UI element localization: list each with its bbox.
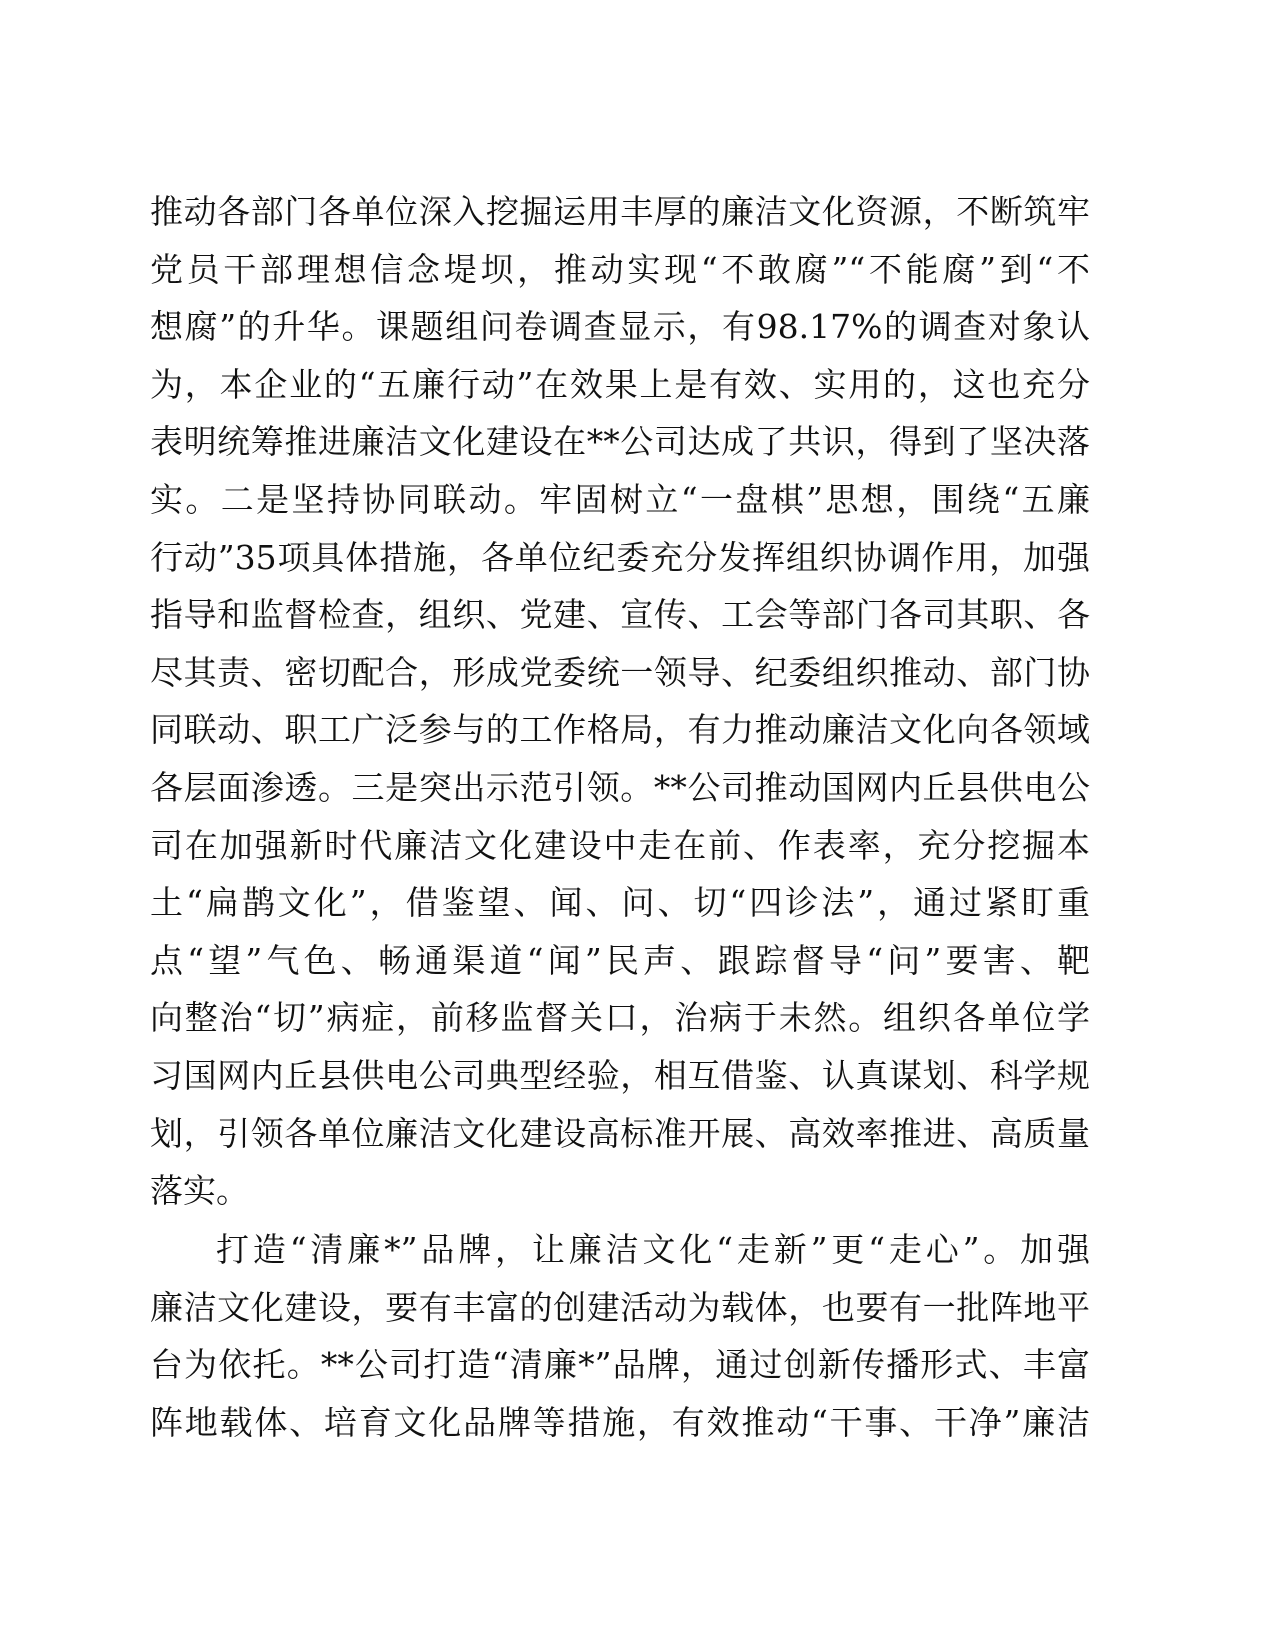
text-line: 推动各部门各单位深入挖掘运用丰厚的廉洁文化资源，不断筑牢 [150, 192, 1090, 231]
text-line: 阵地载体、培育文化品牌等措施，有效推动“干事、干净”廉洁 [150, 1402, 1090, 1442]
text-line: 尽其责、密切配合，形成党委统一领导、纪委组织推动、部门协 [150, 652, 1090, 692]
text-line: 习国网内丘县供电公司典型经验，相互借鉴、认真谋划、科学规 [150, 1055, 1090, 1095]
text-line: 划，引领各单位廉洁文化建设高标准开展、高效率推进、高质量 [150, 1113, 1090, 1153]
text-line: 各层面渗透。三是突出示范引领。**公司推动国网内丘县供电公 [150, 767, 1090, 807]
text-line: 向整治“切”病症，前移监督关口，治病于未然。组织各单位学 [150, 998, 1090, 1038]
text-line: 党员干部理想信念堤坝，推动实现“不敢腐”“不能腐”到“不 [150, 249, 1090, 289]
text-line: 落实。 [150, 1171, 249, 1211]
text-line: 指导和监督检查，组织、党建、宣传、工会等部门各司其职、各 [150, 595, 1090, 635]
text-line: 廉洁文化建设，要有丰富的创建活动为载体，也要有一批阵地平 [150, 1287, 1090, 1327]
text-line: 实。二是坚持协同联动。牢固树立“一盘棋”思想，围绕“五廉 [150, 479, 1090, 519]
text-line: 打造“清廉*”品牌，让廉洁文化“走新”更“走心”。加强 [216, 1230, 1090, 1269]
text-line: 为，本企业的“五廉行动”在效果上是有效、实用的，这也充分 [150, 364, 1090, 404]
text-line: 表明统筹推进廉洁文化建设在**公司达成了共识，得到了坚决落 [150, 422, 1090, 462]
text-line: 点“望”气色、畅通渠道“闻”民声、跟踪督导“问”要害、靶 [150, 940, 1090, 980]
text-line: 同联动、职工广泛参与的工作格局，有力推动廉洁文化向各领域 [150, 710, 1090, 750]
paragraph-2 [150, 1221, 1090, 1451]
paragraph-1 [150, 183, 1090, 1220]
text-line: 土“扁鹊文化”，借鉴望、闻、问、切“四诊法”，通过紧盯重 [150, 883, 1090, 923]
text-line: 台为依托。**公司打造“清廉*”品牌，通过创新传播形式、丰富 [150, 1345, 1090, 1385]
text-line: 想腐”的升华。课题组问卷调查显示，有98.17%的调查对象认 [150, 307, 1090, 347]
text-line: 行动”35项具体措施，各单位纪委充分发挥组织协调作用，加强 [150, 537, 1090, 577]
text-line: 司在加强新时代廉洁文化建设中走在前、作表率，充分挖掘本 [150, 825, 1090, 865]
